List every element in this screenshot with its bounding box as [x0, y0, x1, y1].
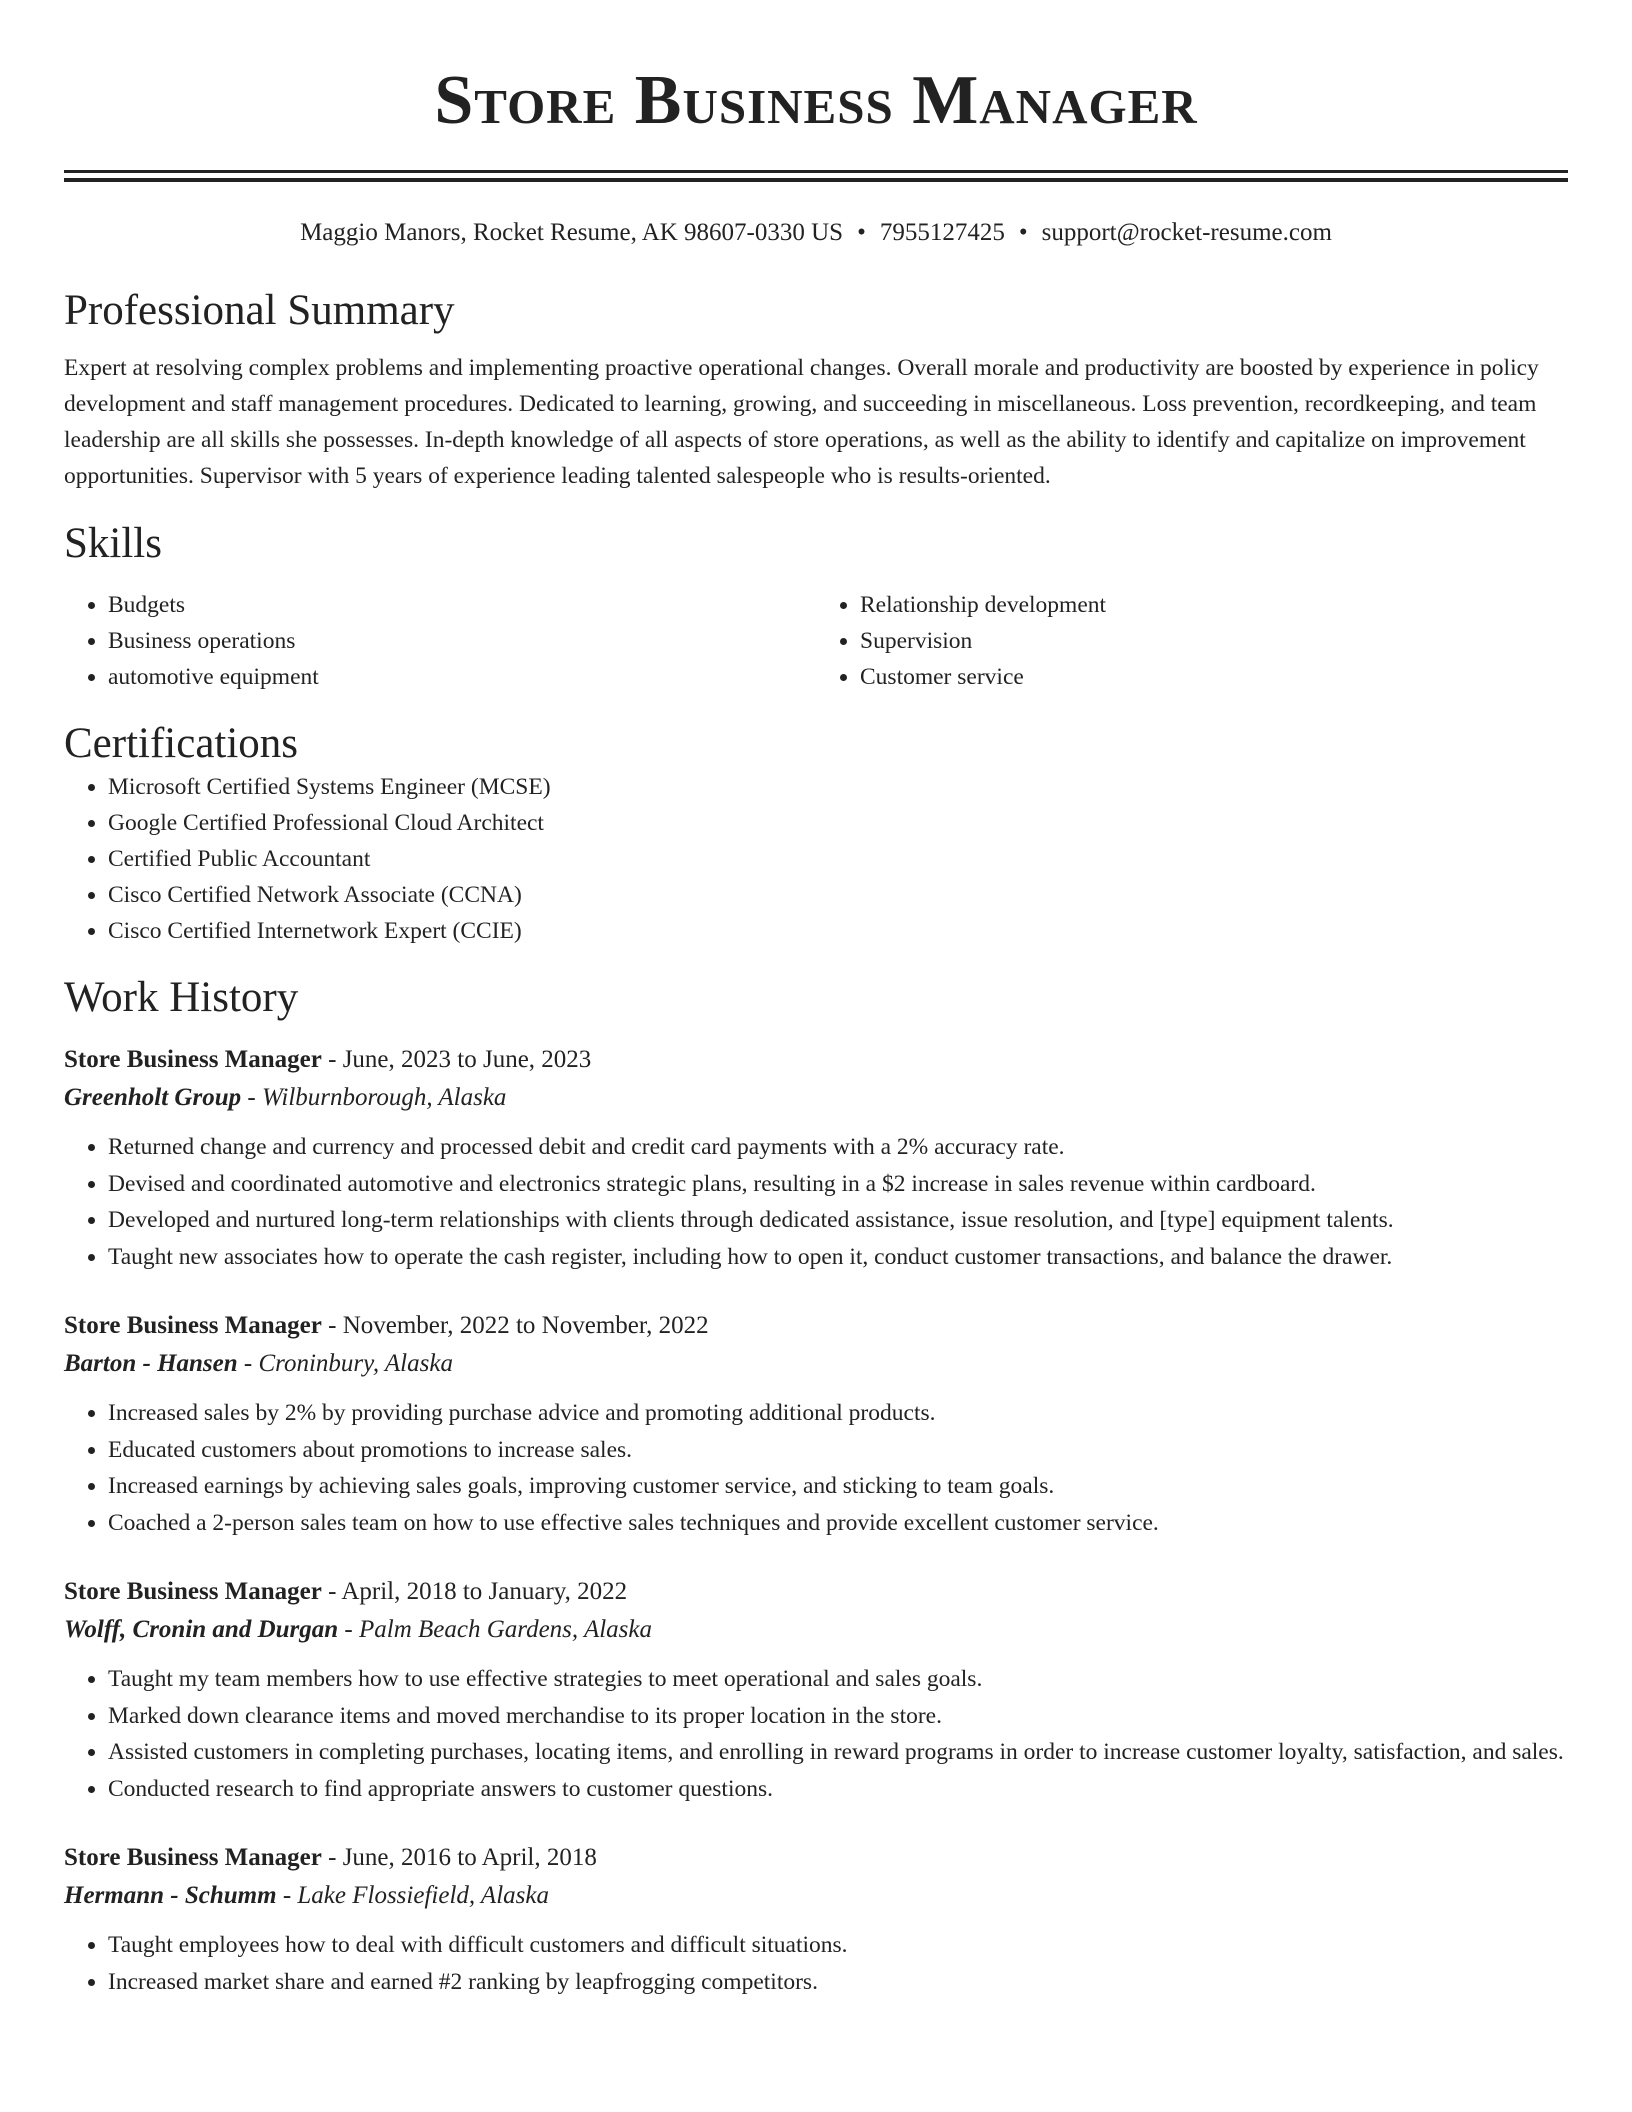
- skill-item: • Supervision: [860, 623, 1568, 659]
- job-company-line: [64, 1611, 1568, 1649]
- job-location: Croninbury, Alaska: [258, 1350, 453, 1377]
- job-dates: June, 2023 to June, 2023: [342, 1046, 592, 1073]
- job-company-line: [64, 1079, 1568, 1117]
- skill-item: • Business operations: [108, 623, 816, 659]
- job-dash: -: [338, 1616, 359, 1643]
- job-bullet: • Assisted customers in completing purchases, locating items, and enrolling in reward programs in order to increase customer loyalty, satisfaction, and sales.: [108, 1734, 1568, 1771]
- job-company: Barton - Hansen: [64, 1350, 238, 1377]
- contact-separator: •: [1018, 219, 1028, 246]
- job-title-line: [64, 1839, 1568, 1877]
- certification-item: • Cisco Certified Internetwork Expert (CCIE): [108, 913, 1568, 949]
- job-dates: June, 2016 to April, 2018: [342, 1844, 597, 1871]
- job-title-line: [64, 1573, 1568, 1611]
- job-bullet: • Marked down clearance items and moved merchandise to its proper location in the store.: [108, 1698, 1568, 1735]
- job-dates: November, 2022 to November, 2022: [342, 1312, 709, 1339]
- job-company: Greenholt Group: [64, 1084, 242, 1111]
- job-role: Store Business Manager: [64, 1312, 322, 1339]
- job-dash: -: [276, 1882, 298, 1909]
- job-bullet: • Taught employees how to deal with difficult customers and difficult situations.: [108, 1927, 1568, 1964]
- skill-item: • Budgets: [108, 587, 816, 623]
- job-dash: -: [237, 1350, 259, 1377]
- job-entry: [64, 1307, 1568, 1541]
- certifications-list: [64, 769, 1568, 949]
- job-bullet: • Devised and coordinated automotive and electronics strategic plans, resulting in a $2 increase in sales revenue within cardboard.: [108, 1166, 1568, 1203]
- certification-item: • Microsoft Certified Systems Engineer (MCSE): [108, 769, 1568, 805]
- job-bullets: [64, 1661, 1568, 1807]
- job-dash: -: [241, 1084, 262, 1111]
- skills-list-right: [816, 587, 1568, 695]
- job-bullets: [64, 1927, 1568, 2000]
- skills-columns: [64, 587, 1568, 695]
- header-double-rule: [64, 170, 1568, 182]
- summary-text: Expert at resolving complex problems and implementing proactive operational changes. Overall morale and productivity are boosted by experience in policy development and staff management procedures. Dedicated to learning, growing, and succeeding in miscellaneous. Loss prevention, recordkeeping, and team leadership are all skills she possesses. In-depth knowledge of all aspects of store operations, as well as the ability to identify and capitalize on improvement opportunities. Supervisor with 5 years of experience leading talented salespeople who is results-oriented.: [64, 355, 1539, 489]
- certification-item: • Certified Public Accountant: [108, 841, 1568, 877]
- job-entry: [64, 1041, 1568, 1275]
- work-history-heading: Work History: [64, 974, 299, 1021]
- job-dash: -: [321, 1578, 342, 1605]
- certifications-heading: Certifications: [64, 720, 299, 767]
- job-bullet: • Increased earnings by achieving sales goals, improving customer service, and sticking to team goals.: [108, 1468, 1568, 1505]
- summary-heading: Professional Summary: [64, 287, 455, 334]
- job-title-line: [64, 1307, 1568, 1345]
- job-bullets: [64, 1395, 1568, 1541]
- job-bullet: • Conducted research to find appropriate answers to customer questions.: [108, 1771, 1568, 1808]
- job-bullets: [64, 1129, 1568, 1275]
- job-bullet: • Taught my team members how to use effective strategies to meet operational and sales goals.: [108, 1661, 1568, 1698]
- job-bullet: • Coached a 2-person sales team on how to use effective sales techniques and provide excellent customer service.: [108, 1505, 1568, 1542]
- skill-item: • Customer service: [860, 659, 1568, 695]
- job-dash: -: [321, 1844, 343, 1871]
- skills-list-left: [64, 587, 816, 695]
- job-entry: [64, 1839, 1568, 2000]
- skill-item: • automotive equipment: [108, 659, 816, 695]
- job-dash: -: [321, 1312, 343, 1339]
- certification-item: • Google Certified Professional Cloud Architect: [108, 805, 1568, 841]
- contact-address: Maggio Manors, Rocket Resume, AK 98607-0330 US: [300, 219, 844, 246]
- job-company: Hermann - Schumm: [64, 1882, 277, 1909]
- job-bullet: • Increased market share and earned #2 ranking by leapfrogging competitors.: [108, 1964, 1568, 2001]
- resume-name: Store Business Manager: [434, 62, 1198, 139]
- contact-separator: •: [857, 219, 866, 246]
- job-company: Wolff, Cronin and Durgan: [64, 1616, 339, 1643]
- skill-item: • Relationship development: [860, 587, 1568, 623]
- job-bullet: • Increased sales by 2% by providing purchase advice and promoting additional products.: [108, 1395, 1568, 1432]
- job-company-line: [64, 1345, 1568, 1383]
- job-dash: -: [321, 1046, 343, 1073]
- job-role: Store Business Manager: [64, 1578, 322, 1605]
- job-location: Palm Beach Gardens, Alaska: [359, 1616, 653, 1643]
- contact-line: [64, 218, 1568, 248]
- job-dates: April, 2018 to January, 2022: [341, 1578, 628, 1605]
- job-title-line: [64, 1041, 1568, 1079]
- job-bullet: • Developed and nurtured long-term relationships with clients through dedicated assistance, issue resolution, and [type] equipment talents.: [108, 1202, 1568, 1239]
- certification-item: • Cisco Certified Network Associate (CCNA): [108, 877, 1568, 913]
- job-bullet: • Educated customers about promotions to increase sales.: [108, 1432, 1568, 1469]
- job-bullet: • Taught new associates how to operate the cash register, including how to open it, conduct customer transactions, and balance the drawer.: [108, 1239, 1568, 1276]
- skills-heading: Skills: [64, 520, 162, 567]
- job-location: Wilburnborough, Alaska: [261, 1084, 507, 1111]
- job-entry: [64, 1573, 1568, 1807]
- job-role: Store Business Manager: [64, 1046, 322, 1073]
- contact-email: support@rocket-resume.com: [1041, 219, 1332, 246]
- job-company-line: [64, 1877, 1568, 1915]
- job-location: Lake Flossiefield, Alaska: [297, 1882, 549, 1909]
- job-bullet: • Returned change and currency and processed debit and credit card payments with a 2% accuracy rate.: [108, 1129, 1568, 1166]
- job-role: Store Business Manager: [64, 1844, 322, 1871]
- contact-phone: 7955127425: [879, 219, 1005, 246]
